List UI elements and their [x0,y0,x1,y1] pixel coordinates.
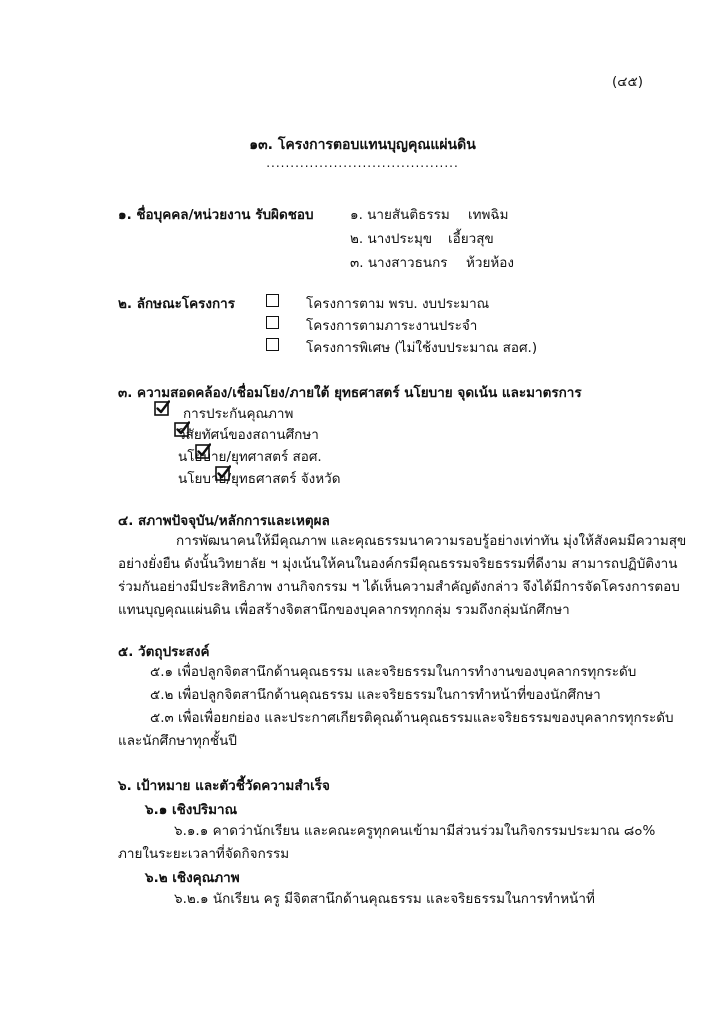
responsible-person [350,203,450,225]
project-type-label: โครงการตาม พรบ. งบประมาณ [306,296,490,312]
alignment-item-label: นโยบาย/ยุทธศาสตร์ จังหวัด [178,471,341,487]
quantity-indicator-continuation: ภายในระยะเวลาที่จัดกิจกรรม [118,846,290,862]
paragraph-line: ร่วมกันอย่างมีประสิทธิภาพ งานกิจกรรม ฯ ได้เห็นความสำคัญดังกล่าว จึงได้มีการจัดโครงการตอบ [118,579,680,595]
alignment-item-label: วิสัยทัศน์ของสถานศึกษา [178,427,319,443]
project-type-label: โครงการตามภาระงานประจำ [306,318,478,334]
section-2-heading: ๒. ลักษณะโครงการ [118,296,235,312]
section-3-heading: ๓. ความสอดคล้อง/เชื่อมโยง/ภายใต้ ยุทธศาสตร์ นโยบาย จุดเน้น และมาตรการ [118,385,582,401]
paragraph-line: การพัฒนาคนให้มีคุณภาพ และคุณธรรมนาความรอบรู้อย่างเท่าทัน มุ่งให้สังคมมีความสุข [176,533,687,549]
quantity-subheading: ๖.๑ เชิงปริมาณ [145,802,238,818]
objective-item: ๕.๓ เพื่อเพื่อยกย่อง และประกาศเกียรติคุณด้านคุณธรรมและจริยธรรมของบุคลากรทุกระดับ [150,710,674,726]
person-surname: เทพฉิม [468,207,509,223]
section-4-heading: ๔. สภาพปัจจุบัน/หลักการและเหตุผล [118,513,330,529]
person-name: นางประมุข [367,231,433,247]
objective-item: ๕.๒ เพื่อปลูกจิตสานึกด้านคุณธรรม และจริยธรรมในการทำหน้าที่ของนักศึกษา [150,687,601,703]
person-number: ๒. [350,231,364,247]
objective-item: ๕.๑ เพื่อปลูกจิตสานึกด้านคุณธรรม และจริยธรรมในการทำงานของบุคลากรทุกระดับ [150,664,637,680]
objective-continuation: และนักศึกษาทุกชั้นปี [118,733,237,749]
person-surname: ห้วยห้อง [466,255,514,271]
quantity-indicator: ๖.๑.๑ คาดว่านักเรียน และคณะครูทุกคนเข้ามามีส่วนร่วมในกิจกรรมประมาณ ๘๐% [174,823,656,839]
person-name: นางสาวธนกร [367,255,448,271]
responsible-person [350,251,448,273]
alignment-item-label: การประกันคุณภาพ [183,406,294,422]
document-title: ๑๓. โครงการตอบแทนบุญคุณแผ่นดิน [249,137,476,153]
person-number: ๓. [350,255,364,271]
page-number: (๔๕) [612,74,643,90]
section-5-heading: ๕. วัตถุประสงค์ [118,644,210,660]
person-name: นายสันติธรรม [367,207,450,223]
checkbox-empty[interactable] [266,338,279,351]
paragraph-line: แทนบุญคุณแผ่นดิน เพื่อสร้างจิตสานึกของบุคลากรทุกกลุ่ม รวมถึงกลุ่มนักศึกษา [118,602,570,618]
checkbox-empty[interactable] [266,316,279,329]
checkbox-empty[interactable] [266,294,279,307]
section-1-heading: ๑. ชื่อบุคคล/หน่วยงาน รับผิดชอบ [118,207,314,223]
alignment-item-label: นโยบาย/ยุทศาสตร์ สอศ. [178,449,322,465]
responsible-person [350,227,432,249]
title-dotted-rule: ........................................ [266,156,459,170]
person-surname: เอี้ยวสุข [448,231,494,247]
person-number: ๑. [350,207,363,223]
quality-subheading: ๖.๒ เชิงคุณภาพ [145,870,240,886]
quality-indicator: ๖.๒.๑ นักเรียน ครู มีจิตสานึกด้านคุณธรรม และจริยธรรมในการทำหน้าที่ [174,891,595,907]
section-6-heading: ๖. เป้าหมาย และตัวชี้วัดความสำเร็จ [118,778,330,794]
project-type-label: โครงการพิเศษ (ไม่ใช้งบประมาณ สอศ.) [306,340,538,356]
checkbox-checked-icon[interactable] [154,400,170,416]
paragraph-line: อย่างยั่งยืน ดังนั้นวิทยาลัย ฯ มุ่งเน้นให้คนในองค์กรมีคุณธรรมจริยธรรมที่ดีงาม สามารถปฏิบัติงาน [118,556,678,572]
